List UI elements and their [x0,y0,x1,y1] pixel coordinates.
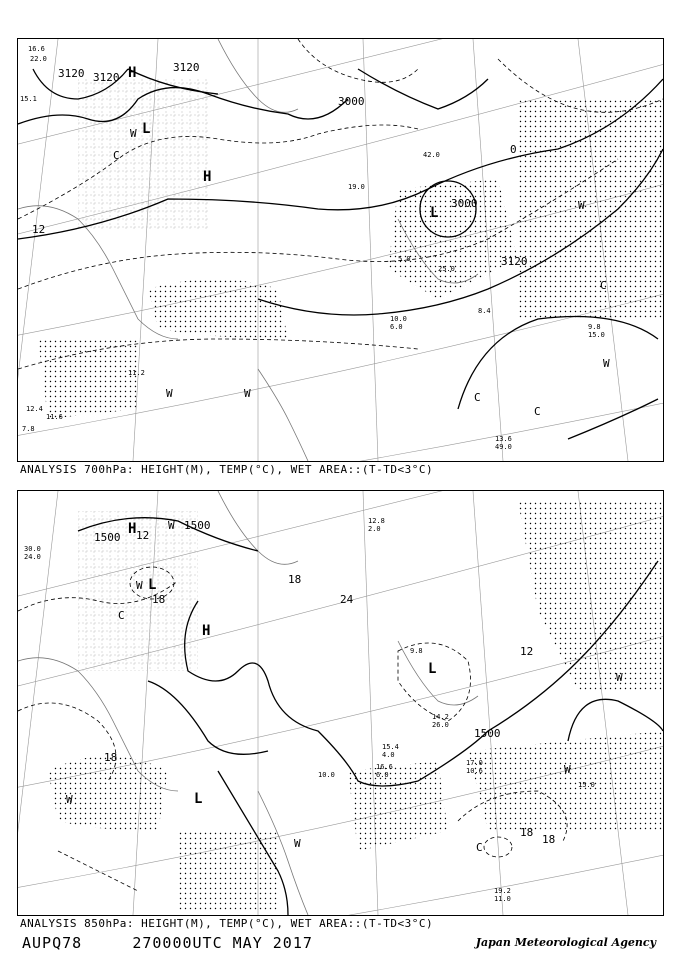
warm-symbol: W [166,387,173,400]
isotherm-label: 18 [288,573,302,586]
caption-850hpa: ANALYSIS 850hPa: HEIGHT(M), TEMP(°C), WET AREA::(T-TD<3°C) [20,917,434,930]
station-value: 10.0 [318,771,335,779]
station-value: 9.8 [410,647,423,655]
low-pressure-symbol: L [428,661,437,677]
cold-symbol: C [534,405,541,418]
warm-symbol: W [136,579,143,592]
product-code: AUPQ78 [22,934,83,952]
map-panel-850hpa [17,490,664,916]
warm-symbol: W [130,127,137,140]
high-pressure-symbol: H [128,521,137,537]
height-label: 1500 [474,727,501,740]
cold-symbol: C [600,279,607,292]
station-value: 14.2 [432,713,449,721]
station-value: 5.0 [398,255,411,263]
height-label: 3000 [338,95,365,108]
map-850hpa-canvas [18,491,663,915]
station-value: 2.0 [368,525,381,533]
isotherm-label: 24 [340,593,354,606]
high-pressure-symbol: H [128,65,137,81]
station-value: 12.4 [26,405,43,413]
low-pressure-symbol: L [194,791,203,807]
station-value: 9.8 [588,323,601,331]
wet-area [48,501,663,911]
station-value: 6.0 [390,323,403,331]
isotherm-label: 18 [104,751,118,764]
station-value: 12.8 [368,517,385,525]
station-value: 25.0 [438,265,455,273]
height-label: 3000 [451,197,478,210]
height-label: 3120 [501,255,528,268]
cold-symbol: C [113,149,120,162]
high-pressure-symbol: H [202,623,211,639]
isotherm-label: 12 [520,645,534,658]
station-value: 6.0 [376,771,389,779]
low-pressure-symbol: L [430,205,439,221]
map-panel-700hpa [17,38,664,462]
height-label: 1500 [94,531,121,544]
warm-symbol: W [168,519,175,532]
station-value: 11.2 [128,369,145,377]
station-value: 11.6 [46,413,63,421]
warm-symbol: W [244,387,251,400]
station-value: 19.2 [494,887,511,895]
agency-name: Japan Meteorological Agency [475,936,656,949]
isotherm-label: 12 [32,223,46,236]
station-value: 15.1 [20,95,37,103]
station-value: 10.6 [466,767,483,775]
warm-symbol: W [616,671,623,684]
station-value: 26.0 [432,721,449,729]
station-value: 49.0 [495,443,512,451]
high-pressure-symbol: H [203,169,212,185]
warm-symbol: W [294,837,301,850]
station-value: 7.8 [22,425,35,433]
station-value: 30.0 [24,545,41,553]
station-value: 10.0 [390,315,407,323]
height-label: 1500 [184,519,211,532]
isotherm-label: 12 [136,529,150,542]
station-value: 22.0 [30,55,47,63]
station-value: 4.0 [382,751,395,759]
caption-700hpa: ANALYSIS 700hPa: HEIGHT(M), TEMP(°C), WET AREA::(T-TD<3°C) [20,463,434,476]
height-label: 3120 [58,67,85,80]
isotherm-label: 18 [520,826,534,839]
station-value: 16.6 [28,45,45,53]
warm-symbol: W [66,793,73,806]
station-value: 15.4 [382,743,399,751]
height-label: 3120 [93,71,120,84]
cold-symbol: C [474,391,481,404]
warm-symbol: W [564,763,571,776]
low-pressure-symbol: L [142,121,151,137]
station-value: 8.4 [478,307,491,315]
warm-symbol: W [603,357,610,370]
station-value: 17.0 [466,759,483,767]
product-header [22,934,313,952]
valid-time: 270000UTC MAY 2017 [132,934,313,952]
station-value: 11.0 [494,895,511,903]
isotherm-label: 18 [542,833,556,846]
cold-symbol: C [476,841,483,854]
warm-symbol: W [578,199,585,212]
station-value: 15.0 [588,331,605,339]
station-value: 24.0 [24,553,41,561]
station-value: 13.6 [495,435,512,443]
low-pressure-symbol: L [148,577,157,593]
cold-symbol: C [118,609,125,622]
isotherm-label: 18 [152,593,166,606]
station-value: 42.0 [423,151,440,159]
station-value: 19.0 [348,183,365,191]
map-700hpa-canvas [18,39,663,461]
station-value: 15.0 [578,781,595,789]
station-value: 16.6 [376,763,393,771]
height-label: 3120 [173,61,200,74]
isotherm-label: 0 [510,143,517,156]
